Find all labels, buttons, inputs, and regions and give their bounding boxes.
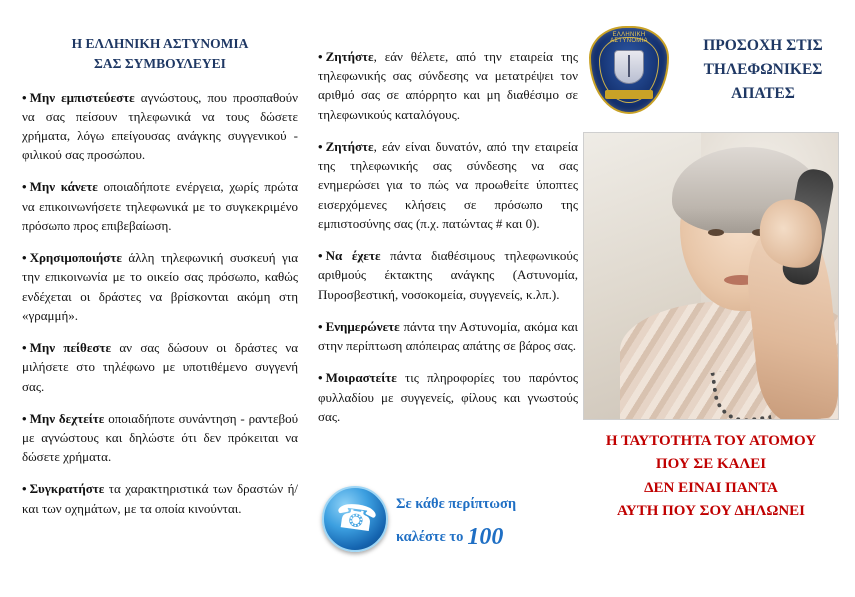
advice-lead: Ενημερώνετε	[325, 318, 400, 334]
advice-item	[318, 246, 578, 304]
advice-lead: Χρησιμοποιήστε	[29, 250, 122, 266]
call-line-2: καλέστε το	[396, 528, 464, 545]
advice-rest: πάντα την Αστυνομία, ακόμα και στην περίπτωση απόπειρας απάτης σε βάρος σας.	[318, 318, 578, 354]
bullet-icon: •	[22, 481, 27, 497]
advice-item	[22, 338, 298, 396]
middle-column	[318, 34, 578, 437]
title-line-1: ΠΡΟΣΟΧΗ ΣΤΙΣ	[703, 37, 823, 54]
emblem-arc-text: ΕΛΛΗΝΙΚΗ ΑΣΤΥΝΟΜΙΑ	[610, 32, 648, 44]
warning-line-1: Η ΤΑΥΤΟΤΗΤΑ ΤΟΥ ΑΤΟΜΟΥ	[605, 433, 817, 449]
bullet-icon: •	[22, 410, 27, 426]
emblem-ribbon	[605, 90, 653, 99]
bullet-icon: •	[22, 250, 27, 266]
bullet-icon: •	[22, 340, 27, 356]
advice-rest: , εάν είναι δυνατόν, από την εταιρεία της τηλεφωνικής σας σύνδεσης να σας ενημερώσει για το πώς να προωθείτε ύποπτες εισερχόμενες κλήσεις σε πρόσωπο της εμπιστοσύνης σας (π.χ. πατώντας # και 0).	[318, 138, 578, 231]
hellenic-police-emblem-icon	[583, 24, 675, 116]
advice-rest: οποιαδήποτε ενέργεια, χωρίς πρώτα να επικοινωνήσετε τηλεφωνικά με το συγκεκριμένο πρόσωπο προς επιβεβαίωση.	[22, 179, 299, 233]
emergency-call-block	[322, 486, 572, 556]
left-column-heading	[22, 34, 298, 75]
advice-rest: οποιαδήποτε συνάντηση - ραντεβού με αγνώστους και δηλώστε ότι δεν πρόκειται να δώσετε χρήματα.	[22, 410, 299, 465]
photo-eye-left	[708, 229, 724, 236]
advice-item	[22, 248, 298, 325]
warning-line-2: ΠΟΥ ΣΕ ΚΑΛΕΙ	[655, 456, 767, 473]
advice-lead: Μοιραστείτε	[325, 370, 397, 386]
emblem-crest	[614, 50, 644, 84]
bullet-icon: •	[318, 370, 323, 386]
advice-item	[318, 47, 578, 124]
advice-item	[318, 317, 578, 355]
advice-item	[22, 88, 298, 165]
title-line-3: ΑΠΑΤΕΣ	[731, 85, 795, 103]
advice-lead: Ζητήστε	[325, 138, 374, 154]
phone-icon	[322, 486, 388, 552]
left-column	[22, 34, 298, 529]
advice-rest: αγνώστους, που προσπαθούν να σας πείσουν τηλεφωνικά να τους δώσετε χρήματα, λόγω επείγουσας ανάγκης συγγενικού - φιλικού σας προσώπου.	[22, 89, 298, 163]
advice-rest: αν σας δώσουν οι δράστες να μιλήσετε στο τηλέφωνο με υποτιθέμενο συγγενή σας.	[22, 340, 299, 394]
title-line-2: ΤΗΛΕΦΩΝΙΚΕΣ	[703, 61, 823, 79]
advice-item	[22, 177, 298, 235]
emergency-number: 100	[467, 523, 504, 550]
advice-lead: Συγκρατήστε	[29, 481, 105, 497]
advice-item	[318, 368, 578, 426]
call-line-1: Σε κάθε περίπτωση	[396, 496, 517, 512]
advice-rest: τις πληροφορίες του παρόντος φυλλαδίου με συγγενείς, φίλους και γνωστούς σας.	[318, 370, 578, 424]
warning-line-3: ΔΕΝ ΕΙΝΑΙ ΠΑΝΤΑ	[644, 479, 778, 496]
call-instruction	[396, 492, 576, 557]
advice-lead: Μην κάνετε	[29, 179, 98, 195]
advice-item	[22, 479, 298, 517]
bullet-icon: •	[318, 318, 323, 334]
advice-rest: τα χαρακτηριστικά των δραστών ή/και των οχημάτων, με τα οποία κινούνται.	[22, 481, 298, 516]
advice-rest: , εάν θέλετε, από την εταιρεία της τηλεφωνικής σας σύνδεσης να μετατρέψει τον αριθμό σας σε απόρρητο και μη διαθέσιμο σε τηλεφωνικούς καταλόγους.	[318, 49, 578, 122]
heading-line-1: Η ΕΛΛΗΝΙΚΗ ΑΣΤΥΝΟΜΙΑ	[71, 36, 249, 51]
phone-handset-glyph: ☎	[332, 497, 380, 540]
bullet-icon: •	[318, 248, 323, 264]
advice-rest: πάντα διαθέσιμους τηλεφωνικούς αριθμούς έκτακτης ανάγκης (Αστυνομία, Πυροσβεστική, νοσοκομεία, συγγενείς, κ.λπ.).	[318, 248, 578, 302]
advice-item	[318, 137, 578, 233]
bullet-icon: •	[318, 49, 323, 64]
advice-item	[22, 409, 298, 467]
page-title	[687, 34, 839, 106]
advice-lead: Μην εμπιστεύεστε	[29, 89, 135, 105]
warning-message	[583, 430, 839, 523]
heading-line-2: ΣΑΣ ΣΥΜΒΟΥΛΕΥΕΙ	[94, 56, 226, 72]
bullet-icon: •	[318, 138, 323, 154]
advice-lead: Μην πείθεστε	[29, 340, 112, 356]
advice-lead: Μην δεχτείτε	[29, 410, 105, 426]
bullet-icon: •	[22, 179, 27, 195]
photo-elderly-woman-on-phone	[583, 132, 839, 420]
advice-rest: άλλη τηλεφωνική συσκευή για την επικοινωνία με το οικείο σας πρόσωπο, καθώς ενδέχεται οι δράστες να βρίσκονται ακόμη στη «γραμμή».	[22, 250, 298, 323]
warning-line-4: ΑΥΤΗ ΠΟΥ ΣΟΥ ΔΗΛΩΝΕΙ	[616, 502, 806, 519]
advice-lead: Ζητήστε	[325, 49, 374, 64]
advice-lead: Να έχετε	[325, 248, 381, 264]
bullet-icon: •	[22, 89, 27, 105]
